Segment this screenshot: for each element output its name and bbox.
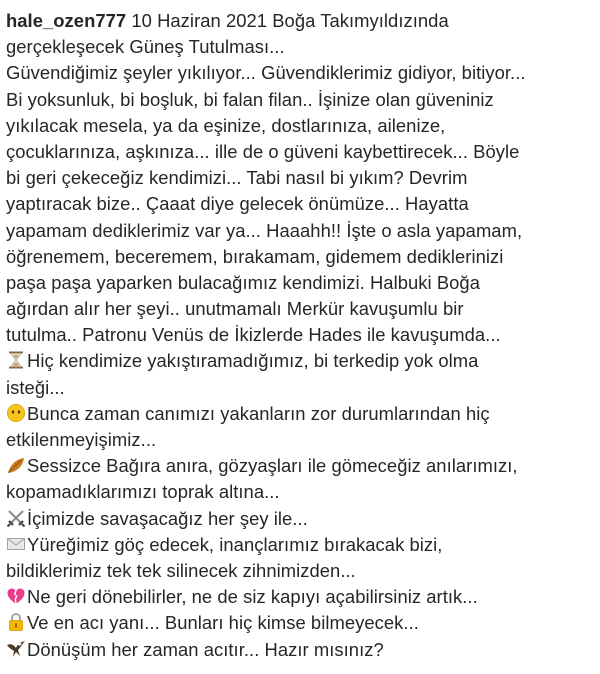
caption-text: etkilenmeyişimiz... bbox=[6, 429, 157, 450]
caption-text: Sessizce Bağıra anıra, gözyaşları ile gömeceğiz anılarımızı, bbox=[27, 455, 518, 477]
caption-line-8 bbox=[6, 191, 596, 217]
caption-line-10 bbox=[6, 244, 596, 270]
caption-text: yapamam dediklerimiz var ya... Haaahh!! İşte o asla yapamam, bbox=[6, 219, 523, 241]
caption-text: Ne geri dönebilirler, ne de siz kapıyı açabilirsiniz artık... bbox=[27, 586, 478, 608]
caption-text: bildiklerimiz tek tek silinecek zihnimizden... bbox=[6, 559, 356, 581]
caption-text: İçimizde savaşacağız her şey ile... bbox=[27, 507, 308, 529]
caption-text: Yüreğimiz göç edecek, inançlarımız bırakacak bizi, bbox=[27, 533, 443, 555]
hourglass-icon bbox=[6, 350, 26, 370]
caption-text: Güvendiğimiz şeyler yıkılıyor... Güvendiklerimiz gidiyor, bitiyor... bbox=[6, 62, 526, 84]
caption-text: Hiç kendimize yakıştıramadığımız, bi terkedip yok olma bbox=[27, 350, 479, 372]
caption-text: bi geri çekeceğiz kendimizi... Tabi nasıl bi yıkım? Devrim bbox=[6, 167, 468, 189]
caption-line-4 bbox=[6, 87, 596, 113]
caption-line-11 bbox=[6, 270, 596, 296]
envelope-icon bbox=[6, 534, 26, 554]
caption-text: Dönüşüm her zaman acıtır... Hazır mısınız? bbox=[27, 638, 384, 660]
caption-text: yıkılacak mesela, ya da eşinize, dostlarınıza, ailenize, bbox=[6, 114, 446, 136]
caption-text: isteği... bbox=[6, 376, 65, 398]
post-caption bbox=[6, 8, 596, 663]
caption-line-24 bbox=[6, 610, 596, 636]
lock-icon bbox=[6, 612, 26, 632]
caption-line-14 bbox=[6, 348, 596, 374]
username-link[interactable]: hale_ozen777 bbox=[6, 10, 127, 31]
caption-text: kopamadıklarımızı toprak altına... bbox=[6, 481, 280, 503]
fallen-leaf-icon bbox=[6, 455, 26, 475]
caption-line-12 bbox=[6, 296, 596, 322]
caption-line-13 bbox=[6, 322, 596, 348]
caption-line-9 bbox=[6, 218, 596, 244]
caption-line-19 bbox=[6, 479, 596, 505]
eagle-icon bbox=[6, 639, 26, 659]
caption-text: Bunca zaman canımızı yakanların zor durumlarından hiç bbox=[27, 402, 490, 424]
caption-line-22 bbox=[6, 558, 596, 584]
caption-line-6 bbox=[6, 139, 596, 165]
caption-text: tutulma.. Patronu Venüs de İkizlerde Hades ile kavuşumda... bbox=[6, 324, 501, 346]
caption-line-2 bbox=[6, 34, 596, 60]
caption-text: gerçekleşecek Güneş Tutulması... bbox=[6, 36, 285, 58]
caption-text: ağırdan alır her şeyi.. unutmamalı Merkür kavuşumlu bir bbox=[6, 298, 464, 320]
caption-text: yaptıracak bize.. Çaaat diye gelecek önümüze... Hayatta bbox=[6, 193, 469, 215]
crossed-swords-icon bbox=[6, 508, 26, 528]
caption-line-3 bbox=[6, 60, 596, 86]
caption-text: çocuklarınıza, aşkınıza... ille de o güveni kaybettirecek... Böyle bbox=[6, 140, 520, 162]
no-mouth-face-icon bbox=[6, 403, 26, 423]
caption-text: öğrenemem, beceremem, bırakamam, gidemem dediklerinizi bbox=[6, 245, 504, 267]
broken-heart-icon bbox=[6, 586, 26, 606]
caption-line-5 bbox=[6, 113, 596, 139]
caption-line-18 bbox=[6, 453, 596, 479]
caption-text: 10 Haziran 2021 Boğa Takımyıldızında bbox=[126, 10, 449, 31]
caption-line-16 bbox=[6, 401, 596, 427]
caption-line-1 bbox=[6, 8, 596, 34]
caption-text: Ve en acı yanı... Bunları hiç kimse bilmeyecek... bbox=[27, 612, 419, 634]
caption-line-15 bbox=[6, 375, 596, 401]
caption-line-21 bbox=[6, 532, 596, 558]
caption-line-17 bbox=[6, 427, 596, 453]
caption-text: paşa paşa yaparken bulacağımız kendimizi. Halbuki Boğa bbox=[6, 271, 480, 293]
caption-line-20 bbox=[6, 506, 596, 532]
caption-line-7 bbox=[6, 165, 596, 191]
caption-line-25 bbox=[6, 637, 596, 663]
caption-text: Bi yoksunluk, bi boşluk, bi falan filan.. İşinize olan güveniniz bbox=[6, 88, 494, 110]
caption-line-23 bbox=[6, 584, 596, 610]
